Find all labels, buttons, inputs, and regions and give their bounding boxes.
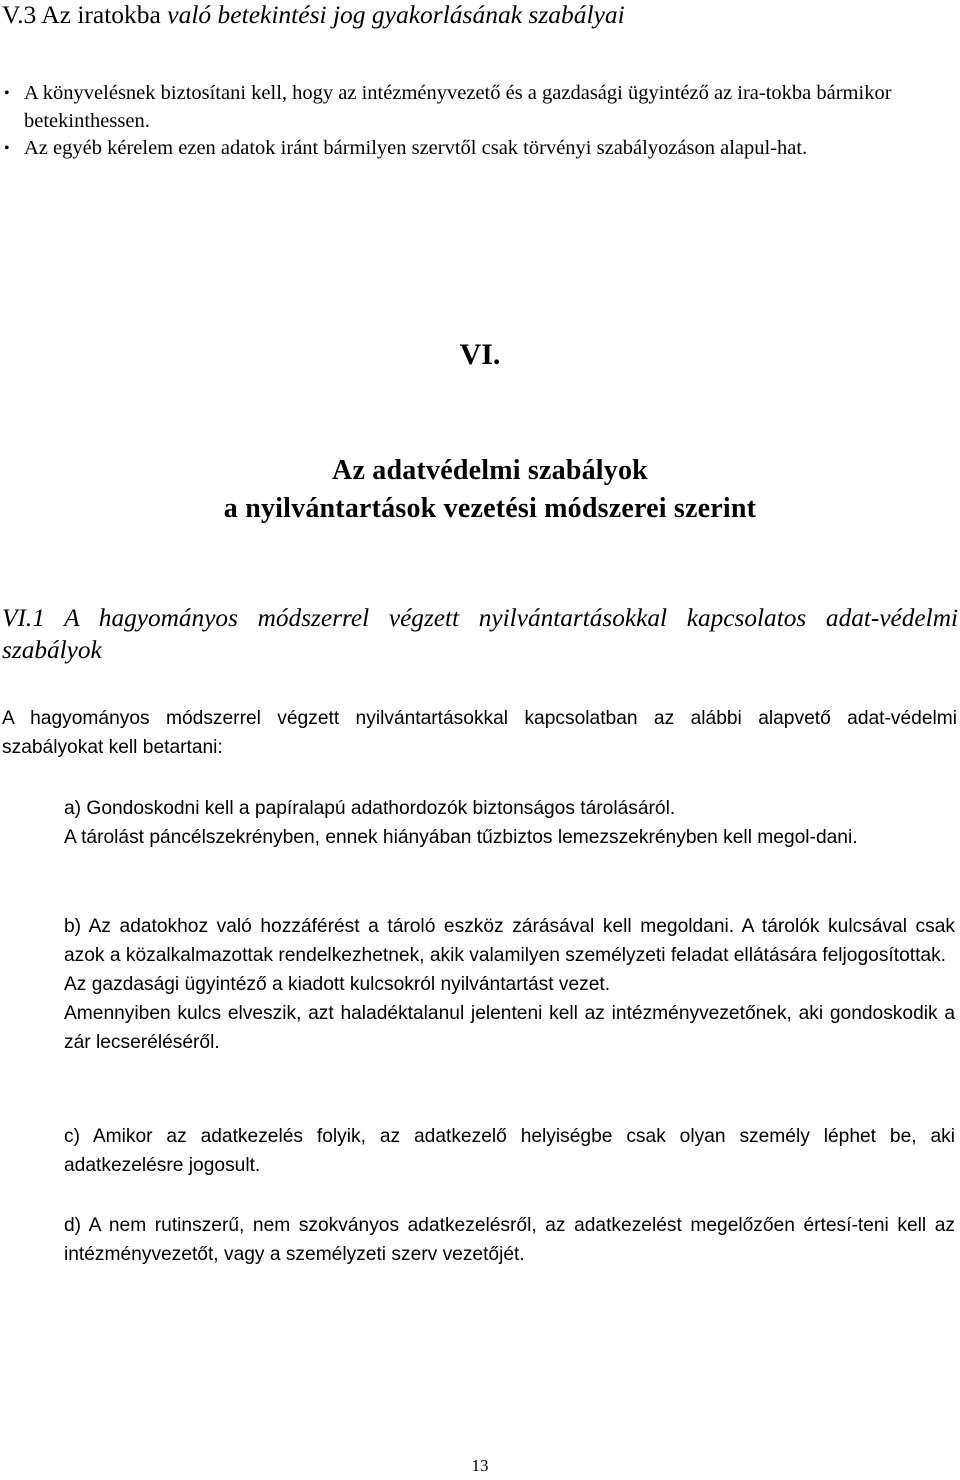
rule-item-b-line-2: Az gazdasági ügyintéző a kiadott kulcsokról nyilvántartást vezet.: [64, 974, 611, 995]
bullet-icon: •: [4, 140, 10, 157]
rule-item-c: [64, 1122, 955, 1180]
bullet-icon: •: [4, 85, 10, 102]
rule-item-b-line-3: Amennyiben kulcs elveszik, azt haladéktalanul jelenteni kell az intézményvezetőnek, aki gondoskodik a zár lecseréléséről.: [64, 1003, 955, 1053]
section-heading-v3-prefix: V.3 Az iratokba: [2, 0, 168, 29]
rule-item-a: [64, 794, 955, 852]
rule-item-b: [64, 912, 955, 1057]
bullet-list: [4, 80, 934, 163]
rule-item-a-line-1: a) Gondoskodni kell a papíralapú adathordozók biztonságos tárolásáról.: [64, 798, 676, 819]
section-heading-vi1: VI.1 A hagyományos módszerrel végzett nyilvántartásokkal kapcsolatos adat-védelmi szabályok: [2, 604, 958, 664]
chapter-title-line-2: a nyilvántartások vezetési módszerei szerint: [223, 493, 757, 524]
rule-item-b-line-1: b) Az adatokhoz való hozzáférést a tároló eszköz zárásával kell megoldani. A tárolók kulcsával csak azok a közalkalmazottak rendelkezhetnek, akik valamilyen személyzeti feladat ellátására feljogosítottak.: [64, 916, 955, 966]
rule-item-c-line-1: c) Amikor az adatkezelés folyik, az adatkezelő helyiségbe csak olyan személy léphet be, aki adatkezelésre jogosult.: [64, 1126, 955, 1176]
section-heading-v3-italic: való betekintési jog gyakorlásának szabályai: [167, 0, 625, 29]
rule-item-a-line-2: A tárolást páncélszekrényben, ennek hiányában tűzbiztos lemezszekrényben kell megol-dani.: [64, 827, 858, 848]
chapter-title-line-1: Az adatvédelmi szabályok: [332, 455, 648, 486]
chapter-number: VI.: [459, 338, 501, 371]
bullet-item: [4, 80, 934, 135]
page-number: 13: [471, 1456, 489, 1475]
bullet-text: Az egyéb kérelem ezen adatok iránt bármilyen szervtől csak törvényi szabályozáson alapul-hat.: [24, 137, 808, 159]
section-heading-v3: [2, 0, 952, 30]
rule-item-d: [64, 1211, 955, 1269]
bullet-item: [4, 135, 934, 163]
bullet-text: A könyvelésnek biztosítani kell, hogy az intézményvezető és a gazdasági ügyintéző az ira-tokba bármikor betekinthessen.: [24, 82, 892, 132]
rule-item-d-line-1: d) A nem rutinszerű, nem szokványos adatkezelésről, az adatkezelést megelőzően értesí-teni kell az intézményvezetőt, vagy a személyzeti szerv vezetőjét.: [64, 1215, 955, 1265]
chapter-title: [0, 452, 960, 528]
section-intro-paragraph: A hagyományos módszerrel végzett nyilvántartásokkal kapcsolatban az alábbi alapvető adat-védelmi szabályokat kell betartani:: [2, 708, 957, 758]
